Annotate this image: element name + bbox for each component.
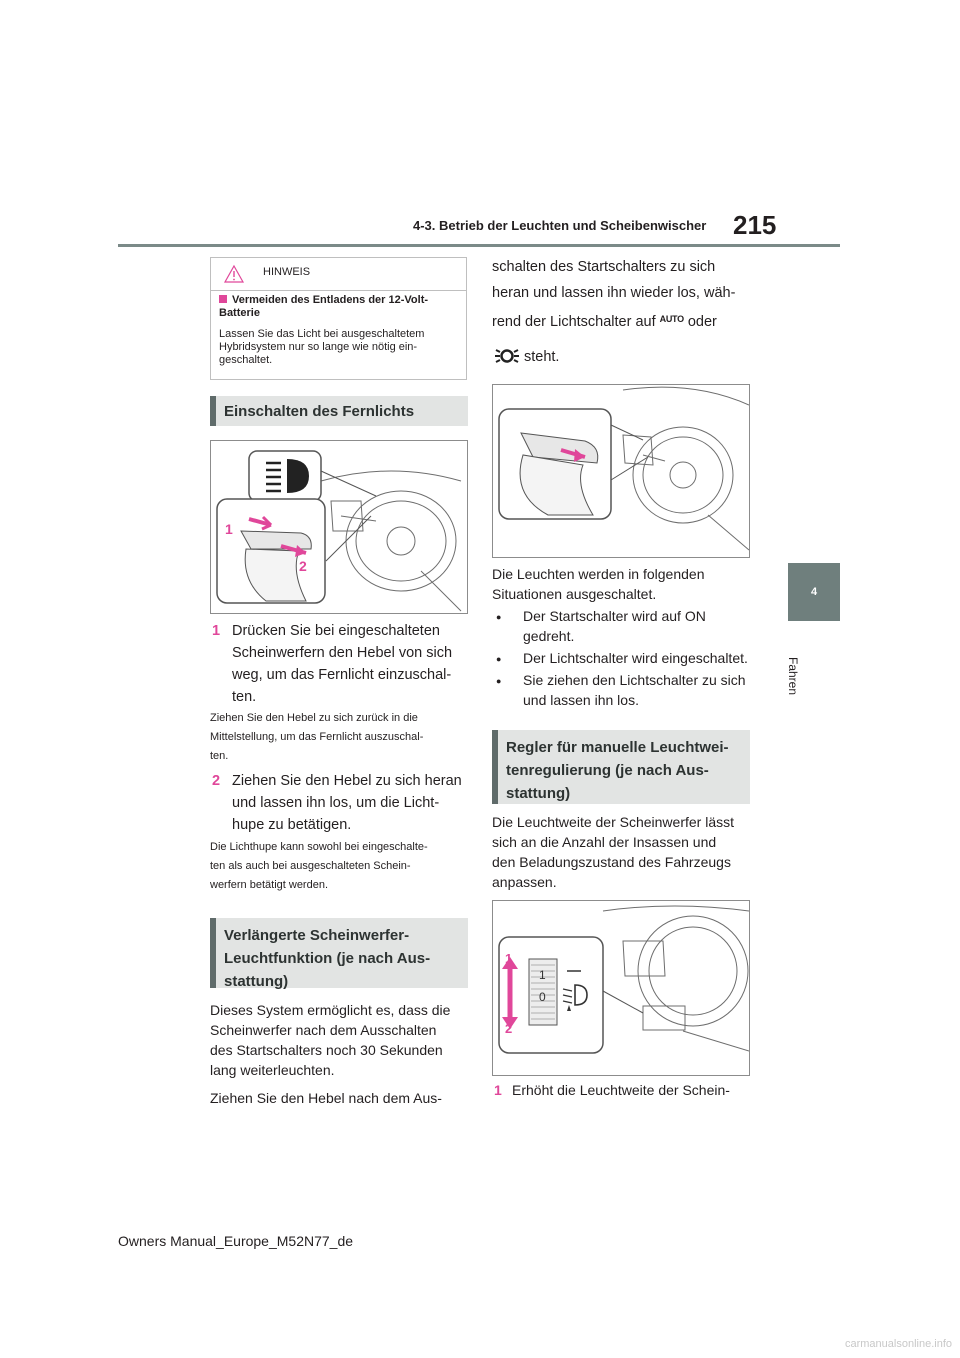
figure-label-down: 2 [505, 1021, 513, 1036]
leveling-step-number-1: 1 [494, 1082, 502, 1098]
step-number-1: 1 [212, 623, 221, 639]
continued-text-line-4: steht. [524, 349, 560, 365]
note-text: Lassen Sie das Licht bei ausgeschaltetem Hybridsystem nur so lange wie nötig ein-geschaltet. [219, 328, 425, 366]
note-divider [211, 290, 466, 291]
warning-triangle-icon [223, 264, 245, 284]
parking-light-icon [494, 346, 520, 366]
bullet-item: ● Der Lichtschalter wird eingeschaltet. [509, 648, 754, 668]
auto-symbol: AUTO [659, 314, 684, 324]
section-heading-high-beam: Einschalten des Fernlichts [210, 396, 468, 426]
section-heading-extended-lights: Verlängerte Scheinwerfer- Leuchtfunktion (je nach Aus- stattung) [210, 918, 468, 988]
step-2-note: Die Lichthupe kann sowohl bei eingeschalte- ten als auch bei ausgeschalteten Schein- werfern betätigt werden. [210, 841, 428, 891]
continued-text-line-3: rend der Lichtschalter auf $^{AUTO}$ oder [492, 314, 717, 330]
continued-text: schalten des Startschalters zu sich heran und lassen ihn wieder los, wäh- [492, 259, 736, 301]
high-beam-figure [210, 440, 468, 614]
step-1-text: Drücken Sie bei eingeschalteten Scheinwerfern den Hebel von sich weg, um das Fernlicht einzuschal- ten. [232, 623, 453, 705]
square-bullet-icon [219, 295, 227, 303]
chapter-tab[interactable]: 4 [788, 563, 840, 621]
extended-paragraph-1: Dieses System ermöglicht es, dass die Scheinwerfer nach dem Ausschalten des Startschalters noch 30 Sekunden lang weiterleuchten. [210, 1002, 451, 1078]
header-rule [118, 244, 840, 247]
watermark: carmanualsonline.info [844, 1338, 952, 1350]
figure-label-up: 1 [505, 951, 513, 966]
bullet-item: ● Der Startschalter wird auf ON gedreht. [509, 606, 754, 646]
leveling-step-1-text: Erhöht die Leuchtweite der Schein- [512, 1082, 730, 1098]
chapter-name: Fahren [786, 657, 800, 696]
extended-lights-figure [492, 384, 750, 558]
note-subheading: Vermeiden des Entladens der 12-Volt-Batterie [219, 294, 429, 319]
step-2-text: Ziehen Sie den Hebel zu sich heran und lassen ihn los, um die Licht- hupe zu betätigen. [232, 773, 462, 833]
dial-mark-1: 1 [539, 968, 546, 982]
step-number-2: 2 [212, 773, 221, 789]
page-number: 215 [733, 210, 777, 240]
figure-label-1: 1 [225, 521, 233, 537]
chapter-header: 4-3. Betrieb der Leuchten und Scheibenwischer [413, 218, 707, 233]
section-heading-leveling: Regler für manuelle Leuchtwei- tenregulierung (je nach Aus- stattung) [492, 730, 750, 804]
dial-mark-0: 0 [539, 990, 546, 1004]
bullet-item: ● Sie ziehen den Lichtschalter zu sich und lassen ihn los. [509, 670, 754, 710]
leveling-figure [492, 900, 750, 1076]
leveling-paragraph: Die Leuchtweite der Scheinwerfer lässt sich an die Anzahl der Insassen und den Beladungszustand des Fahrzeugs anpassen. [492, 814, 735, 890]
lights-off-bullets [509, 606, 754, 710]
manual-id: Owners Manual_Europe_M52N77_de [118, 1233, 354, 1249]
step-1-note: Ziehen Sie den Hebel zu sich zurück in die Mittelstellung, um das Fernlicht auszuschal- ten. [210, 712, 424, 762]
extended-paragraph-2: Ziehen Sie den Hebel nach dem Aus- [210, 1090, 442, 1106]
chapter-label [782, 635, 846, 695]
lights-off-intro: Die Leuchten werden in folgenden Situationen ausgeschaltet. [492, 566, 705, 602]
note-box [210, 257, 467, 380]
figure-label-2: 2 [299, 558, 307, 574]
note-heading: HINWEIS [263, 266, 311, 278]
high-beam-inset [249, 451, 321, 501]
